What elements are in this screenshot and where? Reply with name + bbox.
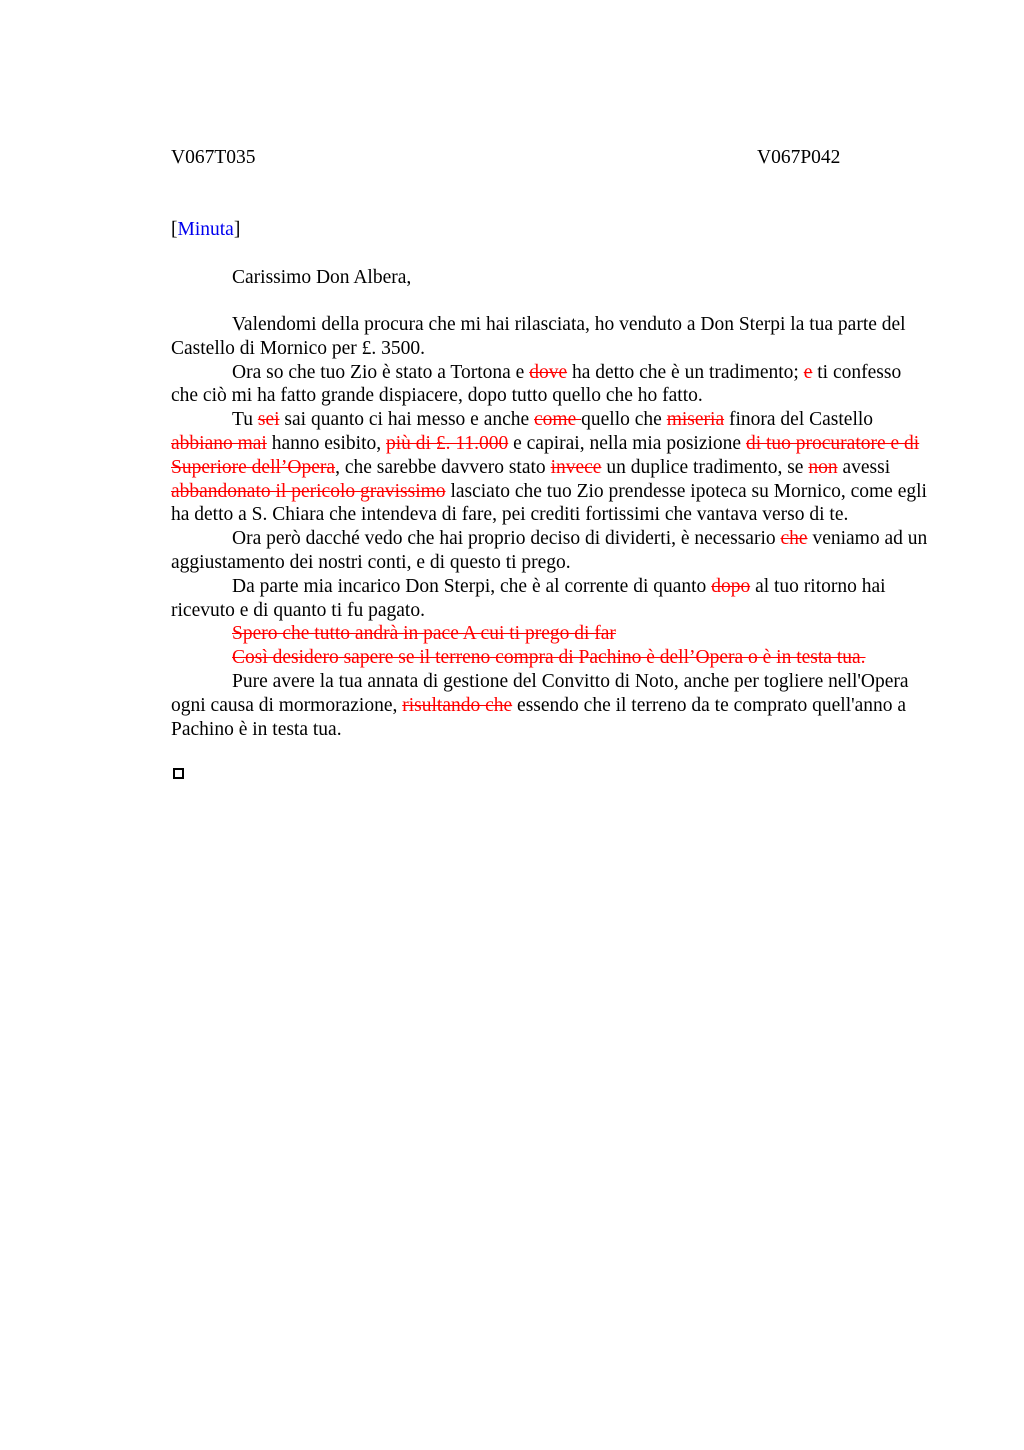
paragraph-text: lasciato che tuo Zio prendesse ipoteca su Mornico, come egli ha detto a S. Chiara che intendeva di fare, pei crediti fortissimi che vantava verso di te.	[171, 480, 927, 526]
paragraph-text: finora del Castello	[724, 409, 874, 431]
deleted-text: che	[780, 528, 808, 550]
letter-paragraph	[171, 575, 931, 623]
minuta-link[interactable]: Minuta	[177, 219, 234, 240]
paragraph-text: Da parte mia incarico Don Sterpi, che è al corrente di quanto	[232, 575, 712, 597]
paragraph-text: al tuo ritorno hai ricevuto e di quanto ti fu pagato.	[171, 575, 886, 621]
letter-paragraph	[171, 670, 931, 741]
paragraph-text: Valendomi della procura che mi hai rilasciata, ho venduto a Don Sterpi la tua parte del Castello di Mornico per £. 3500.	[171, 314, 906, 359]
paragraph-text: ti confesso che ciò mi ha fatto grande dispiacere, dopo tutto quello che ho fatto.	[171, 361, 902, 407]
deleted-text: Così desidero sapere se il terreno compra di Pachino è dell’Opera o è in testa tua.	[232, 647, 866, 669]
salutation: Carissimo Don Albera,	[232, 267, 412, 288]
header-left-code: V067T035	[171, 147, 256, 168]
paragraph-text: quello che	[581, 409, 667, 431]
deleted-text: abbiano mai	[171, 432, 267, 454]
deleted-text: e	[803, 361, 813, 383]
minuta-open-bracket: [	[171, 219, 178, 240]
paragraph-text: Ora so che tuo Zio è stato a Tortona e	[232, 361, 530, 383]
deleted-text: come	[534, 409, 582, 431]
deleted-text: non	[808, 456, 838, 478]
minuta-close-bracket: ]	[233, 219, 241, 240]
paragraph-text: veniamo ad un aggiustamento dei nostri conti, e di questo ti prego.	[171, 528, 928, 573]
paragraph-text: , che sarebbe davvero stato	[335, 456, 551, 478]
paragraph-text: Tu	[232, 409, 258, 431]
deleted-text: di tuo procuratore e di Superiore dell’Opera	[171, 432, 920, 478]
paragraph-text: ha detto che è un tradimento;	[567, 361, 804, 383]
deleted-text: sei	[257, 409, 280, 431]
paragraph-text: sai quanto ci hai messo e anche	[279, 409, 535, 431]
paragraph-text: essendo che il terreno da te comprato quell'anno a Pachino è in testa tua.	[171, 694, 907, 740]
deleted-text: invece	[550, 456, 602, 478]
paragraph-text: Ora però dacché vedo che hai proprio deciso di dividerti, è necessario	[232, 528, 781, 550]
deleted-text: Spero che tutto andrà in pace A cui ti prego di far	[232, 623, 616, 645]
letter-paragraph	[171, 408, 931, 527]
letter-paragraph	[171, 313, 931, 361]
deleted-text: dove	[529, 361, 568, 383]
paragraph-text: un duplice tradimento, se	[601, 456, 809, 478]
deleted-text: risultando che	[402, 694, 513, 716]
paragraph-text: Pure avere la tua annata di gestione del Convitto di Noto, anche per togliere nell'Opera ogni causa di mormorazione,	[171, 670, 909, 716]
letter-paragraph	[171, 622, 931, 646]
letter-body	[171, 313, 931, 741]
deleted-text: abbandonato il pericolo gravissimo	[171, 480, 446, 502]
letter-paragraph	[171, 527, 931, 575]
paragraph-text: hanno esibito,	[266, 432, 386, 454]
deleted-text: miseria	[666, 409, 725, 431]
letter-paragraph	[171, 646, 931, 670]
paragraph-text: e capirai, nella mia posizione	[508, 432, 746, 454]
paragraph-text: avessi	[837, 456, 891, 478]
letter-paragraph	[171, 361, 931, 409]
minuta-label	[171, 218, 240, 242]
end-of-document-box-icon	[173, 768, 184, 779]
header-right-code: V067P042	[757, 147, 841, 168]
deleted-text: dopo	[711, 575, 751, 597]
deleted-text: più di £. 11.000	[386, 432, 509, 454]
